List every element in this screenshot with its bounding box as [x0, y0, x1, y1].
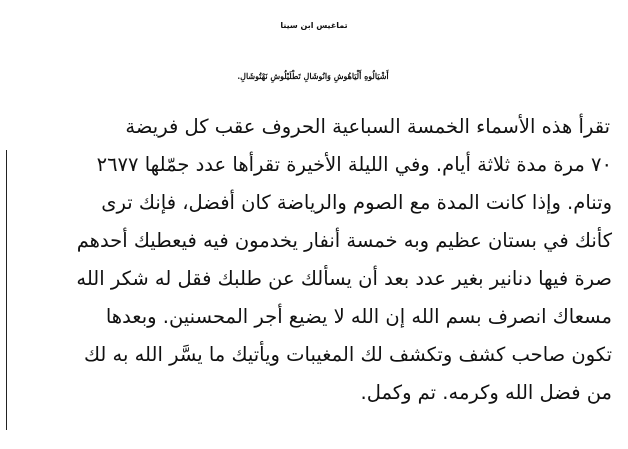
body-line: تكون صاحب كشف وتكشف لك المغيبات ويأتيك ما يسَّر الله به لك	[83, 343, 612, 366]
incantation-line: أَشْيَالُوهِ أَلْيَاهُوشِ وَانُوشَالِ تَطْلَيْلُوشِ نَهْتُوشَالِ.	[237, 71, 389, 81]
body-line: من فضل الله وكرمه. تم وكمل.	[360, 381, 612, 404]
body-line: صرة فيها دنانير بغير عدد بعد أن يسألك عن طلبك فقل له شكر الله	[76, 267, 612, 290]
body-line: ٧٠ مرة مدة ثلاثة أيام. وفي الليلة الأخيرة تقرأها عدد جمّلها ٢٦٧٧	[96, 153, 612, 176]
body-line: وتنام. وإذا كانت المدة مع الصوم والرياضة كان أفضل، فإنك ترى	[101, 191, 612, 214]
document-title: تماغيس ابن سينا	[280, 21, 348, 30]
margin-rule	[6, 150, 7, 430]
body-line: كأنك في بستان عظيم وبه خمسة أنفار يخدمون فيه فيعطيك أحدهم	[76, 229, 612, 252]
body-line: تقرأ هذه الأسماء الخمسة السباعية الحروف عقب كل فريضة	[125, 115, 610, 138]
body-line: مسعاك انصرف بسم الله إن الله لا يضيع أجر المحسنين. وبعدها	[105, 305, 612, 328]
